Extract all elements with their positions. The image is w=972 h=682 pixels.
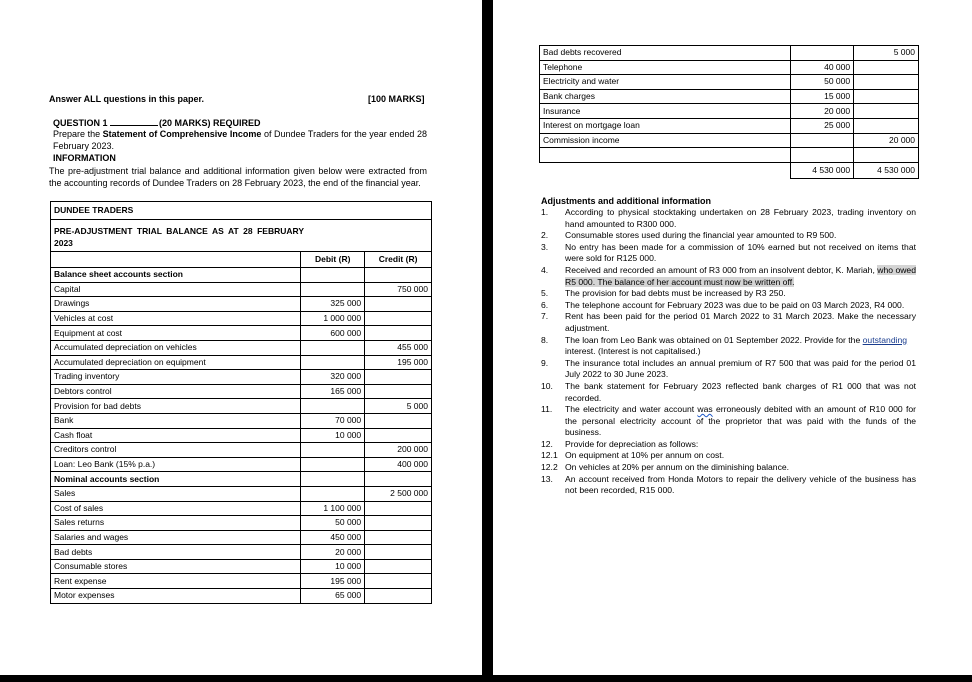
underlined-word: outstanding [862, 334, 908, 345]
debit-amount: 1 000 000 [301, 311, 365, 326]
adjustment-text: The insurance total includes an annual premium of R7 500 that was paid for the period 01 July 2022 to 30 June 2023. [565, 357, 916, 380]
adjustments-heading: Adjustments and additional information [541, 196, 712, 206]
table-row [51, 282, 432, 297]
debit-amount: 25 000 [791, 118, 854, 133]
adjustment-text: The bank statement for February 2023 reflected bank charges of R1 000 that was not recorded. [565, 380, 916, 403]
information-heading: INFORMATION [53, 153, 116, 163]
credit-amount [365, 370, 432, 385]
adjustment-text: An account received from Honda Motors to repair the delivery vehicle of the business has not been recorded, R15 000. [565, 473, 916, 496]
required-paragraph [53, 128, 427, 152]
account-name: Motor expenses [51, 589, 301, 604]
debit-amount [301, 355, 365, 370]
table-row [51, 559, 432, 574]
adjustment-number: 7. [541, 311, 549, 322]
total-marks: [100 MARKS] [368, 94, 425, 104]
blank-row [540, 148, 919, 163]
section-row [51, 268, 432, 283]
table-row [51, 340, 432, 355]
debit-amount: 15 000 [791, 89, 854, 104]
debit-total: 4 530 000 [791, 162, 854, 178]
debit-amount: 20 000 [791, 104, 854, 119]
adjustment-text [565, 404, 916, 439]
credit-total: 4 530 000 [854, 162, 919, 178]
table-row [51, 355, 432, 370]
header-row [51, 252, 432, 268]
table-row [51, 311, 432, 326]
trial-balance-title: PRE-ADJUSTMENT TRIAL BALANCE AS AT 28 FEBRUARY 2023 [51, 220, 432, 252]
adjustment-text: According to physical stocktaking undertaken on 28 February 2023, trading inventory on hand amounted to R300 000. [565, 207, 916, 229]
debit-amount: 50 000 [301, 516, 365, 531]
credit-amount [854, 60, 919, 75]
account-name: Sales [51, 486, 301, 501]
adjustment-number: 13. [541, 473, 553, 484]
debit-amount [301, 282, 365, 297]
table-row [51, 428, 432, 443]
adjustment-text-part: Received and recorded an amount of R3 000 from an insolvent debtor, K. Mariah, [565, 264, 878, 275]
adjustment-text: Consumable stores used during the financial year amounted to R9 500. [565, 230, 837, 241]
adjustment-number: 2. [541, 230, 549, 241]
credit-amount: 5 000 [365, 399, 432, 414]
credit-amount [365, 428, 432, 443]
account-name: Equipment at cost [51, 326, 301, 341]
debit-amount [301, 486, 365, 501]
table-row [540, 75, 919, 90]
adjustment-item [541, 335, 916, 358]
account-name [540, 162, 791, 178]
required-text-bold: Statement of Comprehensive Income [102, 129, 262, 139]
credit-amount [365, 311, 432, 326]
adjustment-number: 1. [541, 207, 549, 217]
company-row [51, 202, 432, 220]
adjustment-item [541, 311, 916, 334]
account-name: Electricity and water [540, 75, 791, 90]
adjustment-text-part: The loan from Leo Bank was obtained on 01 September 2022. Provide for the [565, 334, 863, 345]
adjustment-number: 12.1 [541, 450, 558, 461]
section-row [51, 472, 432, 487]
table-row [51, 443, 432, 458]
title-row [51, 220, 432, 252]
adjustment-number: 6. [541, 299, 549, 310]
account-name: Telephone [540, 60, 791, 75]
credit-amount: 455 000 [365, 340, 432, 355]
account-name: Creditors control [51, 443, 301, 458]
debit-amount: 40 000 [791, 60, 854, 75]
table-row [540, 60, 919, 75]
account-name: Salaries and wages [51, 530, 301, 545]
account-name: Interest on mortgage loan [540, 118, 791, 133]
debit-amount: 65 000 [301, 589, 365, 604]
table-row [51, 545, 432, 560]
adjustment-item [541, 230, 916, 242]
trial-balance-continued-table [539, 45, 919, 179]
account-name: Commission income [540, 133, 791, 148]
adjustment-text-part: interest. (Interest is not capitalised.) [565, 346, 701, 357]
adjustment-item [541, 207, 916, 230]
table-row [51, 516, 432, 531]
adjustment-text-part: The electricity and water account [565, 404, 698, 415]
credit-amount [365, 589, 432, 604]
account-name: Consumable stores [51, 559, 301, 574]
debit-amount: 10 000 [301, 428, 365, 443]
credit-amount: 2 500 000 [365, 486, 432, 501]
credit-amount [365, 530, 432, 545]
adjustment-text [565, 265, 916, 288]
credit-amount [365, 384, 432, 399]
credit-amount [365, 545, 432, 560]
debit-amount: 195 000 [301, 574, 365, 589]
account-name: Trading inventory [51, 370, 301, 385]
table-row [51, 399, 432, 414]
account-name: Bad debts recovered [540, 46, 791, 61]
totals-row [540, 162, 919, 178]
adjustment-number: 9. [541, 357, 549, 368]
account-name: Provision for bad debts [51, 399, 301, 414]
adjustment-text: Provide for depreciation as follows: [565, 438, 699, 449]
credit-amount: 195 000 [365, 355, 432, 370]
debit-amount: 70 000 [301, 413, 365, 428]
credit-amount [365, 413, 432, 428]
debit-amount: 1 100 000 [301, 501, 365, 516]
adjustment-item [541, 358, 916, 381]
required-text-1: Prepare the [53, 129, 101, 139]
account-name: Accumulated depreciation on vehicles [51, 340, 301, 355]
debit-amount [301, 399, 365, 414]
table-row [540, 133, 919, 148]
debit-amount [301, 457, 365, 472]
credit-amount: 5 000 [854, 46, 919, 61]
credit-amount: 750 000 [365, 282, 432, 297]
credit-header: Credit (R) [365, 252, 432, 268]
debit-amount [301, 340, 365, 355]
table-row [540, 46, 919, 61]
marks-required: (20 MARKS) REQUIRED [159, 118, 261, 128]
credit-amount [365, 297, 432, 312]
table-row [51, 326, 432, 341]
debit-amount: 450 000 [301, 530, 365, 545]
account-name: Cost of sales [51, 501, 301, 516]
information-text: The pre-adjustment trial balance and additional information given below were extracted from the accounting records of Dundee Traders on 28 February 2023, the end of the financial year. [49, 166, 427, 188]
account-name: Rent expense [51, 574, 301, 589]
debit-amount: 165 000 [301, 384, 365, 399]
debit-amount: 20 000 [301, 545, 365, 560]
required-text-2: of Dundee Traders for the year ended 28 February 2023. [53, 129, 427, 151]
table-row [51, 486, 432, 501]
table-row [51, 413, 432, 428]
adjustment-number: 8. [541, 334, 549, 345]
table-row [540, 104, 919, 119]
marks-blank-line [110, 117, 158, 126]
adjustment-number: 11. [541, 404, 553, 415]
credit-amount [365, 574, 432, 589]
adjustment-number: 3. [541, 241, 549, 252]
account-name: Cash float [51, 428, 301, 443]
adjustment-text: Rent has been paid for the period 01 March 2022 to 31 March 2023. Make the necessary adjustment. [565, 311, 916, 333]
adjustment-text: The telephone account for February 2023 was due to be paid on 03 March 2023, R4 000. [565, 299, 905, 310]
debit-amount: 10 000 [301, 559, 365, 574]
spellcheck-word: was [697, 404, 713, 415]
adjustment-item [541, 404, 916, 439]
adjustment-text [565, 335, 916, 358]
account-name: Nominal accounts section [51, 472, 301, 487]
adjustment-text: On equipment at 10% per annum on cost. [565, 450, 725, 461]
account-name: Capital [51, 282, 301, 297]
credit-amount: 20 000 [854, 133, 919, 148]
table-row [51, 574, 432, 589]
table-row [540, 118, 919, 133]
adjustment-number: 12. [541, 438, 553, 449]
adjustment-number: 4. [541, 264, 549, 275]
debit-header: Debit (R) [301, 252, 365, 268]
account-name: Bank [51, 413, 301, 428]
debit-amount [301, 443, 365, 458]
account-name: Debtors control [51, 384, 301, 399]
adjustment-number: 10. [541, 380, 553, 391]
table-row [540, 89, 919, 104]
adjustment-text: No entry has been made for a commission of 10% earned but not received on items that were sold for R125 000. [565, 241, 916, 264]
adjustment-item [541, 450, 916, 462]
credit-amount [365, 559, 432, 574]
exam-page-left [0, 0, 482, 675]
credit-amount [365, 472, 432, 487]
adjustment-item [541, 288, 916, 300]
credit-amount [365, 516, 432, 531]
debit-amount [301, 472, 365, 487]
debit-amount: 600 000 [301, 326, 365, 341]
debit-amount: 320 000 [301, 370, 365, 385]
credit-amount: 400 000 [365, 457, 432, 472]
debit-amount: 325 000 [301, 297, 365, 312]
adjustment-text: The provision for bad debts must be increased by R3 250. [565, 288, 786, 299]
debit-amount [791, 46, 854, 61]
question-label: QUESTION 1 [53, 118, 108, 128]
credit-amount [365, 326, 432, 341]
adjustment-item [541, 381, 916, 404]
adjustment-number: 12.2 [541, 462, 558, 473]
adjustment-item [541, 474, 916, 497]
table-row [51, 501, 432, 516]
adjustment-text: On vehicles at 20% per annum on the diminishing balance. [565, 462, 790, 473]
credit-amount [854, 104, 919, 119]
table-row [51, 530, 432, 545]
adjustment-item [541, 462, 916, 474]
account-name: Drawings [51, 297, 301, 312]
table-row [51, 457, 432, 472]
account-name: Sales returns [51, 516, 301, 531]
account-name: Balance sheet accounts section [51, 268, 301, 283]
credit-amount [365, 501, 432, 516]
debit-amount [301, 268, 365, 283]
debit-amount [791, 133, 854, 148]
account-name: Accumulated depreciation on equipment [51, 355, 301, 370]
table-row [51, 297, 432, 312]
trial-balance-table [50, 201, 432, 604]
adjustment-item [541, 300, 916, 312]
credit-amount [854, 75, 919, 90]
account-name: Bad debts [51, 545, 301, 560]
adjustment-item [541, 265, 916, 288]
adjustment-number: 5. [541, 288, 549, 299]
table-row [51, 384, 432, 399]
debit-amount: 50 000 [791, 75, 854, 90]
highlighted-text: who owed R5 000. The balance of her account must now be written off. [565, 264, 916, 287]
account-name: Bank charges [540, 89, 791, 104]
table-row [51, 589, 432, 604]
adjustment-item [541, 242, 916, 265]
credit-amount [854, 89, 919, 104]
adjustments-list [541, 207, 916, 497]
account-name: Loan: Leo Bank (15% p.a.) [51, 457, 301, 472]
credit-amount [854, 118, 919, 133]
table-row [51, 370, 432, 385]
credit-amount [365, 268, 432, 283]
adjustment-text-part: erroneously debited with an amount of R10 000 for the personal electricity account of the proprietor that was paid with the funds of the business. [565, 404, 916, 438]
credit-amount: 200 000 [365, 443, 432, 458]
account-name: Vehicles at cost [51, 311, 301, 326]
account-name: Insurance [540, 104, 791, 119]
adjustment-item [541, 439, 916, 451]
exam-page-right [493, 0, 972, 675]
company-name: DUNDEE TRADERS [51, 202, 432, 220]
instructions-text: Answer ALL questions in this paper. [49, 94, 205, 104]
